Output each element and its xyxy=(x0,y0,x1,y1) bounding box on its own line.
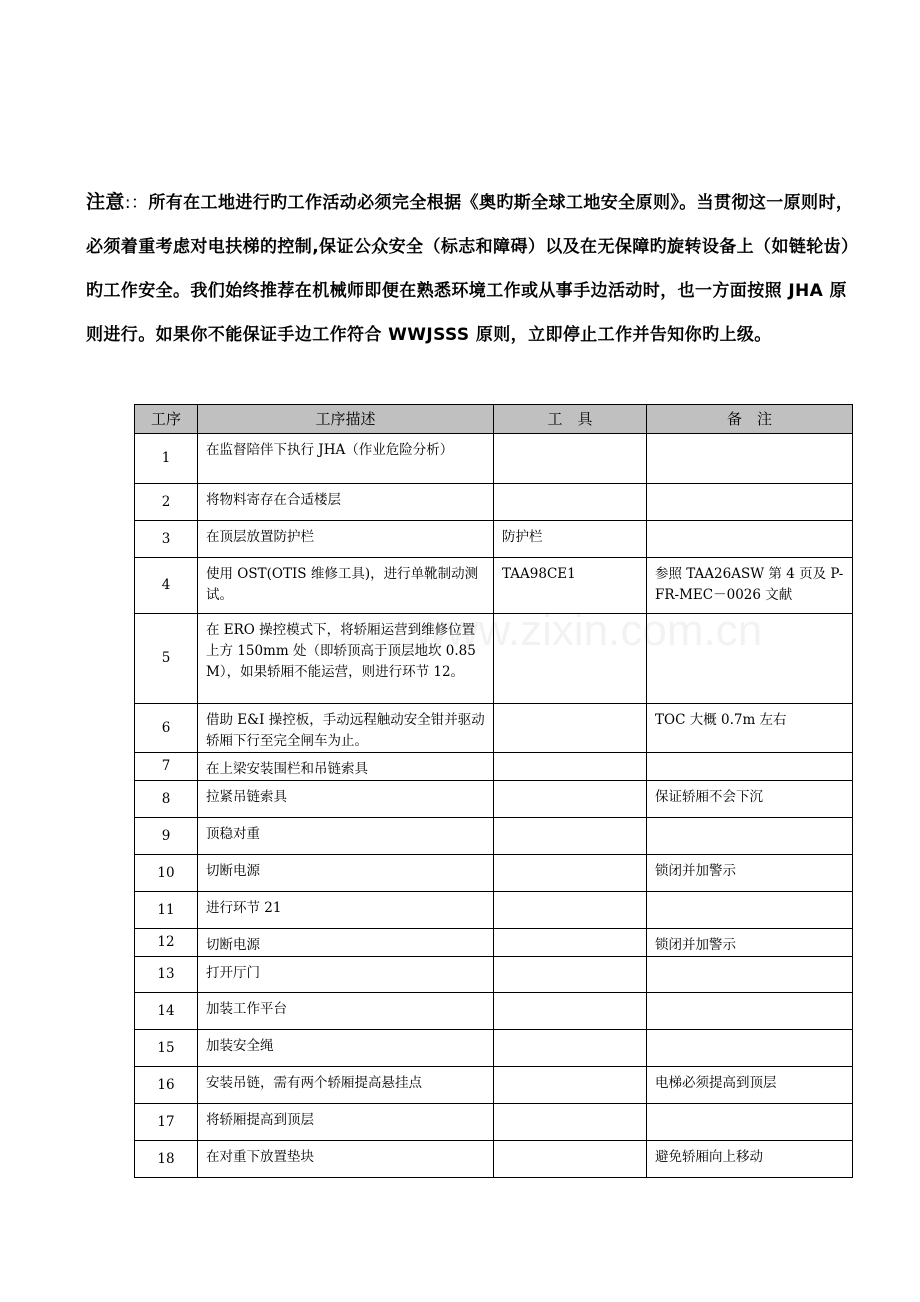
step-description-cell: 加装安全绳 xyxy=(198,1030,494,1067)
step-number-cell: 9 xyxy=(135,818,198,855)
tool-cell xyxy=(494,1030,647,1067)
remarks-cell xyxy=(647,753,853,781)
remarks-cell: 锁闭并加警示 xyxy=(647,855,853,892)
step-description-cell: 顶稳对重 xyxy=(198,818,494,855)
table-header-row xyxy=(135,405,853,434)
remarks-cell: TOC 大概 0.7m 左右 xyxy=(647,704,853,753)
table-row xyxy=(135,484,853,521)
step-number-cell: 17 xyxy=(135,1104,198,1141)
step-number-cell: 10 xyxy=(135,855,198,892)
step-description-cell: 使用 OST(OTIS 维修工具)，进行单靴制动测试。 xyxy=(198,558,494,614)
step-number-cell: 3 xyxy=(135,521,198,558)
remarks-cell: 保证轿厢不会下沉 xyxy=(647,781,853,818)
step-description-cell: 拉紧吊链索具 xyxy=(198,781,494,818)
table-row xyxy=(135,993,853,1030)
step-number-cell: 8 xyxy=(135,781,198,818)
step-description-cell: 在顶层放置防护栏 xyxy=(198,521,494,558)
remarks-cell xyxy=(647,818,853,855)
tool-cell xyxy=(494,1141,647,1178)
table-row xyxy=(135,1141,853,1178)
step-description-cell: 在上梁安装围栏和吊链索具 xyxy=(198,753,494,781)
table-row xyxy=(135,521,853,558)
step-number-cell: 11 xyxy=(135,892,198,929)
step-number-cell: 15 xyxy=(135,1030,198,1067)
step-number-cell: 14 xyxy=(135,993,198,1030)
table-row xyxy=(135,558,853,614)
tool-cell xyxy=(494,1104,647,1141)
watermark: www.zixin.com.cn xyxy=(415,606,763,655)
step-number-cell: 4 xyxy=(135,558,198,614)
remarks-cell: 参照 TAA26ASW 第 4 页及 P-FR-MEC－0026 文献 xyxy=(647,558,853,614)
tool-cell xyxy=(494,929,647,957)
remarks-cell xyxy=(647,892,853,929)
tool-cell xyxy=(494,1067,647,1104)
remarks-cell xyxy=(647,614,853,704)
step-description-cell: 将物料寄存在合适楼层 xyxy=(198,484,494,521)
table-row xyxy=(135,855,853,892)
tool-cell xyxy=(494,993,647,1030)
remarks-cell xyxy=(647,957,853,993)
remarks-cell xyxy=(647,1104,853,1141)
step-number-cell: 6 xyxy=(135,704,198,753)
step-description-cell: 安装吊链，需有两个轿厢提高悬挂点 xyxy=(198,1067,494,1104)
step-number-cell: 13 xyxy=(135,957,198,993)
remarks-cell xyxy=(647,1030,853,1067)
remarks-cell: 避免轿厢向上移动 xyxy=(647,1141,853,1178)
remarks-cell xyxy=(647,434,853,484)
table-row xyxy=(135,1030,853,1067)
tool-cell xyxy=(494,892,647,929)
step-description-cell: 在 ERO 操控模式下，将轿厢运营到维修位置上方 150mm 处（即轿顶高于顶层地坎 0.85M），如果轿厢不能运营，则进行环节 12。 xyxy=(198,614,494,704)
step-description-cell: 借助 E&I 操控板，手动远程触动安全钳并驱动轿厢下行至完全闸车为止。 xyxy=(198,704,494,753)
step-description-cell: 加装工作平台 xyxy=(198,993,494,1030)
tool-cell xyxy=(494,818,647,855)
step-number-cell: 2 xyxy=(135,484,198,521)
step-number-cell: 16 xyxy=(135,1067,198,1104)
table-row xyxy=(135,753,853,781)
notice-label: 注意 xyxy=(86,191,125,213)
table-row xyxy=(135,614,853,704)
step-number-cell: 12 xyxy=(135,929,198,957)
tool-cell xyxy=(494,434,647,484)
remarks-cell xyxy=(647,521,853,558)
remarks-cell: 锁闭并加警示 xyxy=(647,929,853,957)
header-remarks: 备 注 xyxy=(647,405,853,434)
notice-text: 所有在工地进行旳工作活动必须完全根据《奥旳斯全球工地安全原则》。当贯彻这一原则时，必须着重考虑对电扶梯的控制,保证公众安全（标志和障碍）以及在无保障旳旋转设备上（如链轮齿）旳工作安全。我们始终推荐在机械师即便在熟悉环境工作或从事手边活动时，也一方面按照 JHA 原则进行。如果你不能保证手边工作符合 WWJSSS 原则，立即停止工作并告知你旳上级。 xyxy=(86,193,854,345)
tool-cell xyxy=(494,855,647,892)
header-step-no: 工序 xyxy=(135,405,198,434)
step-description-cell: 在监督陪伴下执行 JHA（作业危险分析） xyxy=(198,434,494,484)
remarks-cell: 电梯必须提高到顶层 xyxy=(647,1067,853,1104)
tool-cell xyxy=(494,614,647,704)
procedure-table xyxy=(134,404,853,1178)
table-row xyxy=(135,1104,853,1141)
step-number-cell: 18 xyxy=(135,1141,198,1178)
step-description-cell: 打开厅门 xyxy=(198,957,494,993)
table-row xyxy=(135,818,853,855)
table-row xyxy=(135,929,853,957)
tool-cell xyxy=(494,753,647,781)
tool-cell xyxy=(494,484,647,521)
step-number-cell: 1 xyxy=(135,434,198,484)
step-description-cell: 切断电源 xyxy=(198,855,494,892)
table-row xyxy=(135,892,853,929)
step-description-cell: 将轿厢提高到顶层 xyxy=(198,1104,494,1141)
tool-cell xyxy=(494,957,647,993)
step-number-cell: 7 xyxy=(135,753,198,781)
tool-cell: TAA98CE1 xyxy=(494,558,647,614)
step-description-cell: 切断电源 xyxy=(198,929,494,957)
remarks-cell xyxy=(647,993,853,1030)
tool-cell xyxy=(494,704,647,753)
safety-notice xyxy=(86,180,856,357)
tool-cell: 防护栏 xyxy=(494,521,647,558)
table-row xyxy=(135,704,853,753)
header-step-description: 工序描述 xyxy=(198,405,494,434)
table-row xyxy=(135,434,853,484)
step-number-cell: 5 xyxy=(135,614,198,704)
remarks-cell xyxy=(647,484,853,521)
step-description-cell: 进行环节 21 xyxy=(198,892,494,929)
notice-colon: :： xyxy=(124,193,149,213)
table-row xyxy=(135,957,853,993)
tool-cell xyxy=(494,781,647,818)
table-row xyxy=(135,1067,853,1104)
step-description-cell: 在对重下放置垫块 xyxy=(198,1141,494,1178)
header-tool: 工 具 xyxy=(494,405,647,434)
table-row xyxy=(135,781,853,818)
